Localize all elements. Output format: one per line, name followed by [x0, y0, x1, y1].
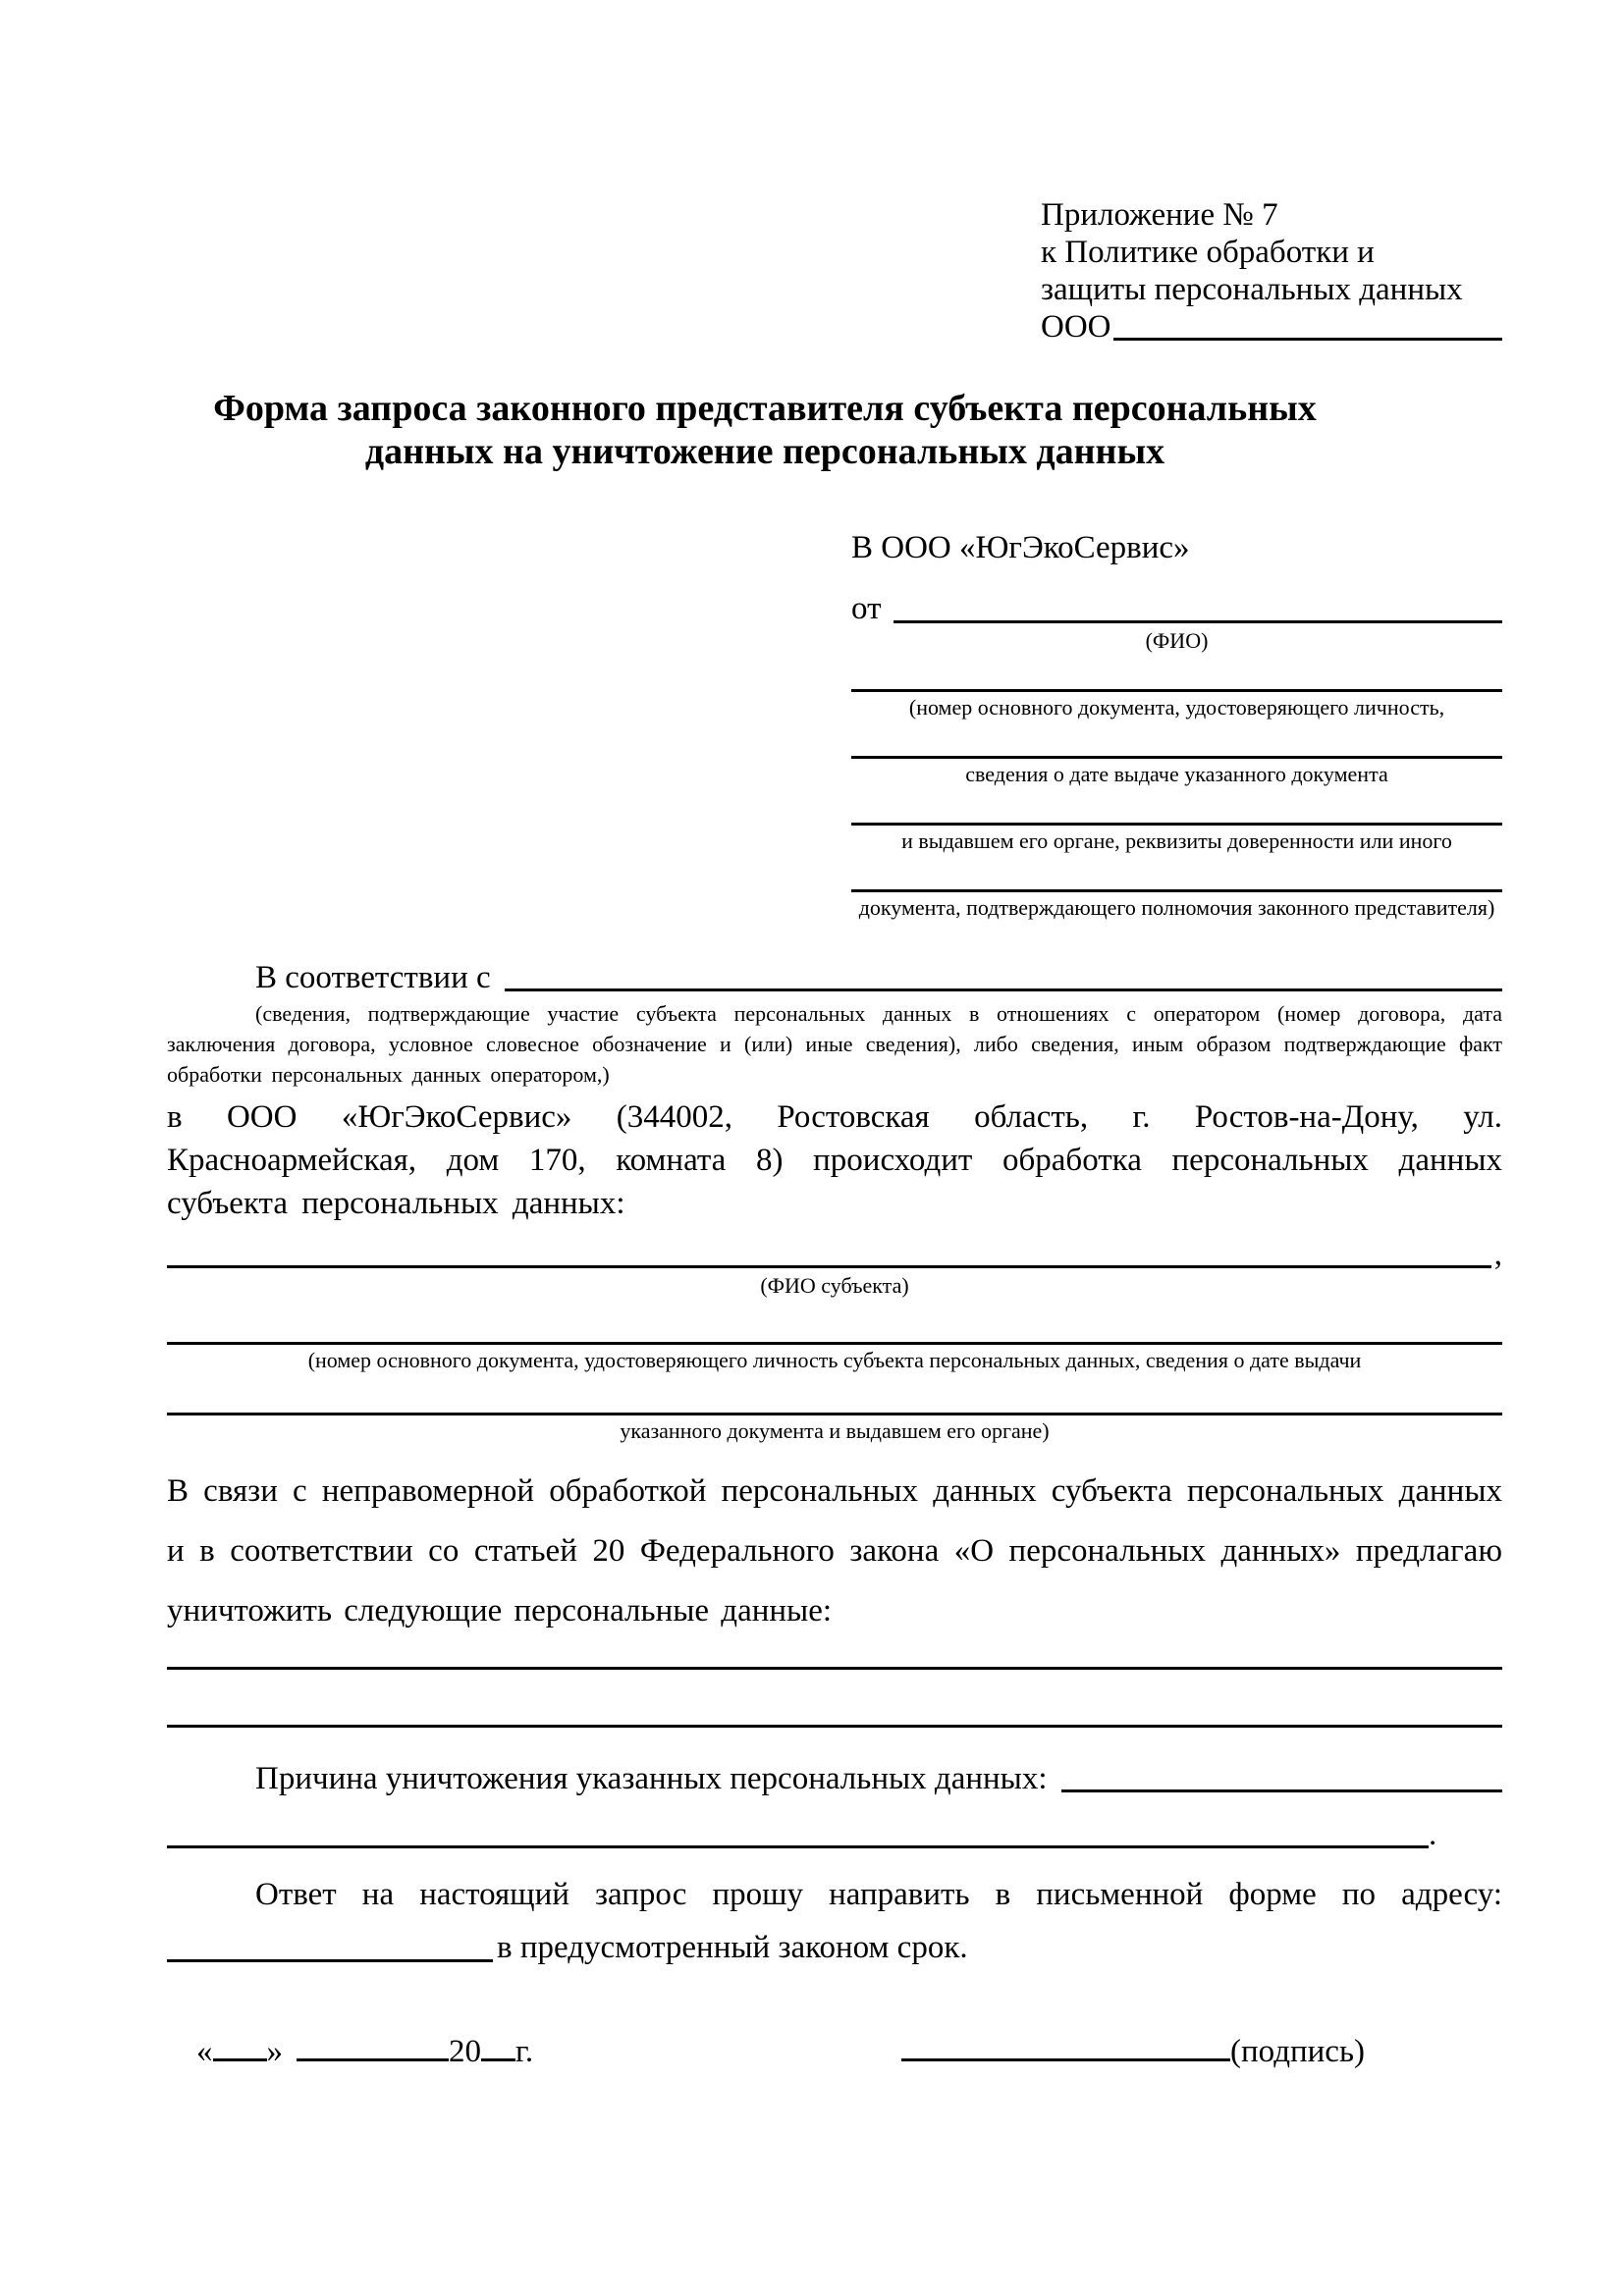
date-year-blank-line	[481, 2058, 515, 2061]
addressee-organization: В ООО «ЮгЭкоСервис»	[851, 530, 1190, 565]
representative-doc-field-4	[851, 889, 1502, 921]
from-label: от	[851, 591, 882, 626]
accordance-label: В соответствии с	[255, 960, 491, 995]
form-title	[167, 387, 1363, 473]
reason-continuation-row	[167, 1817, 1502, 1853]
subject-fio-blank-line	[167, 1265, 1491, 1268]
date-quote-open: «	[196, 2034, 213, 2069]
reason-period: .	[1429, 1817, 1437, 1852]
form-title-line1: Форма запроса законного представителя субъекта персональных	[213, 388, 1317, 429]
blank-line	[167, 1342, 1502, 1345]
appendix-policy-line1: к Политике обработки и	[1041, 235, 1375, 270]
answer-address-row	[167, 1928, 1502, 1967]
appendix-number: Приложение № 7	[1041, 197, 1278, 233]
doc-caption-2: сведения о дате выдаче указанного документа	[965, 762, 1388, 786]
accordance-row	[167, 960, 1502, 996]
date-day-blank-line	[213, 2058, 267, 2061]
appendix-ooo-row	[1041, 308, 1502, 346]
subject-fio-row	[167, 1237, 1502, 1273]
signature-blank-line	[901, 2058, 1230, 2061]
destruction-paragraph: В связи с неправомерной обработкой персональных данных субъекта персональных данных и в соответствии со статьей 20 Федерального закона «О персональных данных» предлагаю уничтожить следующие персональные данные:	[167, 1473, 1502, 1629]
signature-block	[901, 2034, 1365, 2070]
representative-name-blank-line	[893, 620, 1503, 623]
subject-doc-caption-2: указанного документа и выдавшем его органе)	[620, 1418, 1050, 1443]
date-year-suffix: г.	[515, 2034, 534, 2069]
reason-row	[167, 1761, 1502, 1797]
ooo-name-blank-line	[1113, 338, 1503, 341]
subject-fio-comma: ,	[1493, 1237, 1502, 1272]
signature-caption: (подпись)	[1230, 2034, 1365, 2069]
data-to-destroy-blank-line-1	[167, 1667, 1502, 1670]
subject-doc-field-1	[167, 1342, 1502, 1373]
appendix-policy-line2: защиты персональных данных	[1041, 272, 1463, 307]
doc-caption-1: (номер основного документа, удостоверяющего личность,	[908, 695, 1445, 720]
blank-line	[167, 1413, 1502, 1415]
accordance-blank-line	[505, 988, 1502, 991]
reason-label: Причина уничтожения указанных персональных данных:	[255, 1761, 1048, 1796]
answer-sentence: Ответ на настоящий запрос прошу направить в письменной форме по адресу:	[255, 1877, 1502, 1912]
footer-row	[167, 2034, 1502, 2070]
from-row	[851, 589, 1502, 628]
blank-line	[851, 823, 1502, 826]
data-to-destroy-blank-line-2	[167, 1725, 1502, 1728]
operator-paragraph: в ООО «ЮгЭкоСервис» (344002, Ростовская область, г. Ростов-на-Дону, ул. Красноармейская, дом 170, комната 8) происходит обработка персональных данных субъекта персональных данных:	[167, 1099, 1502, 1221]
representative-doc-field-3	[851, 823, 1502, 854]
blank-line	[851, 889, 1502, 892]
ooo-label: ООО	[1041, 309, 1111, 345]
blank-line	[851, 689, 1502, 692]
fio-caption: (ФИО)	[1145, 628, 1209, 653]
date-month-blank-line	[297, 2058, 449, 2061]
appendix-block	[1041, 196, 1502, 346]
address-blank-line	[167, 1959, 493, 1962]
accordance-caption: (сведения, подтверждающие участие субъекта персональных данных в отношениях с оператором (номер договора, дата заключения договора, условное словесное обозначение и (или) иные сведения), либо сведения, иным образом подтверждающие факт обработки персональных данных оператором,)	[167, 1001, 1502, 1087]
doc-caption-4: документа, подтверждающего полномочия законного представителя)	[858, 895, 1495, 920]
blank-line	[851, 756, 1502, 759]
reason-blank-line	[1061, 1789, 1502, 1792]
date-block	[167, 2034, 533, 2070]
subject-doc-caption-1: (номер основного документа, удостоверяющего личность субъекта персональных данных, сведения о дате выдачи	[307, 1348, 1362, 1372]
date-year-prefix: 20	[449, 2034, 481, 2069]
representative-doc-field-1	[851, 689, 1502, 721]
form-title-line2: данных на уничтожение персональных данных	[364, 431, 1165, 472]
subject-fio-caption: (ФИО субъекта)	[760, 1273, 909, 1298]
addressee-block	[851, 528, 1502, 921]
date-quote-close: »	[266, 2034, 283, 2069]
representative-doc-field-2	[851, 756, 1502, 787]
doc-caption-3: и выдавшем его органе, реквизиты доверенности или иного	[901, 828, 1452, 853]
answer-suffix: в предусмотренный законом срок.	[497, 1930, 968, 1965]
subject-doc-field-2	[167, 1413, 1502, 1444]
reason-blank-line-2	[167, 1845, 1429, 1848]
